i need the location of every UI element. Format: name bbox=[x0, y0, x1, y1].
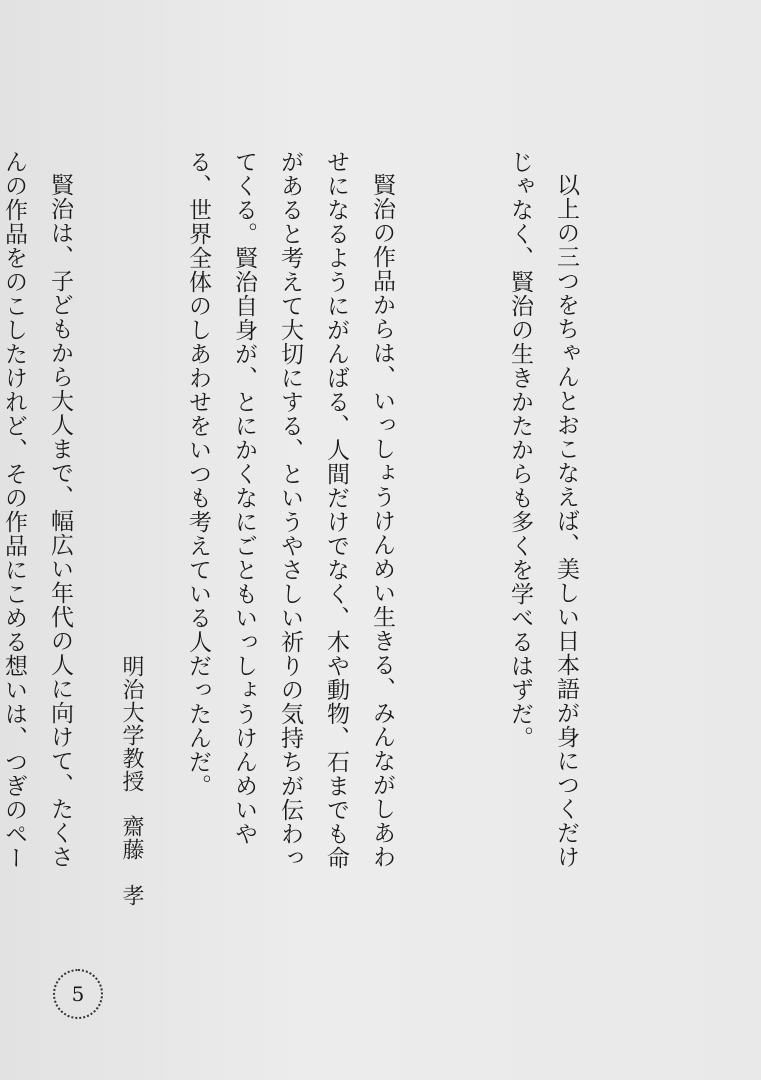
main-text bbox=[0, 150, 681, 870]
signature bbox=[108, 655, 154, 907]
page-number: 5 bbox=[53, 969, 103, 1019]
paragraph-1: 以上の三つをちゃんとおこなえば、美しい日本語が身につくだけじゃなく、賢治の生きかたからも多くを学べるはずだ。 bbox=[507, 150, 579, 869]
paragraph-2: 賢治の作品からは、いっしょうけんめい生きる、みんながしあわせになるようにがんばる、人間だけでなく、木や動物、石までも命があると考えて大切にする、というやさしい祈りの気持ちが伝わってくる。賢治自身が、とにかくなにごともいっしょうけんめいやる、世界全体のしあわせをいつも考えている人だったんだ。 bbox=[185, 150, 395, 870]
signature-affiliation: 明治大学教授 bbox=[119, 655, 144, 793]
paragraph-3: 賢治は、子どもから大人まで、幅広い年代の人に向けて、たくさんの作品をのこしたけれど、その作品にこめる想いは、つぎのペー bbox=[1, 150, 73, 870]
signature-name: 齋藤 孝 bbox=[119, 815, 144, 907]
